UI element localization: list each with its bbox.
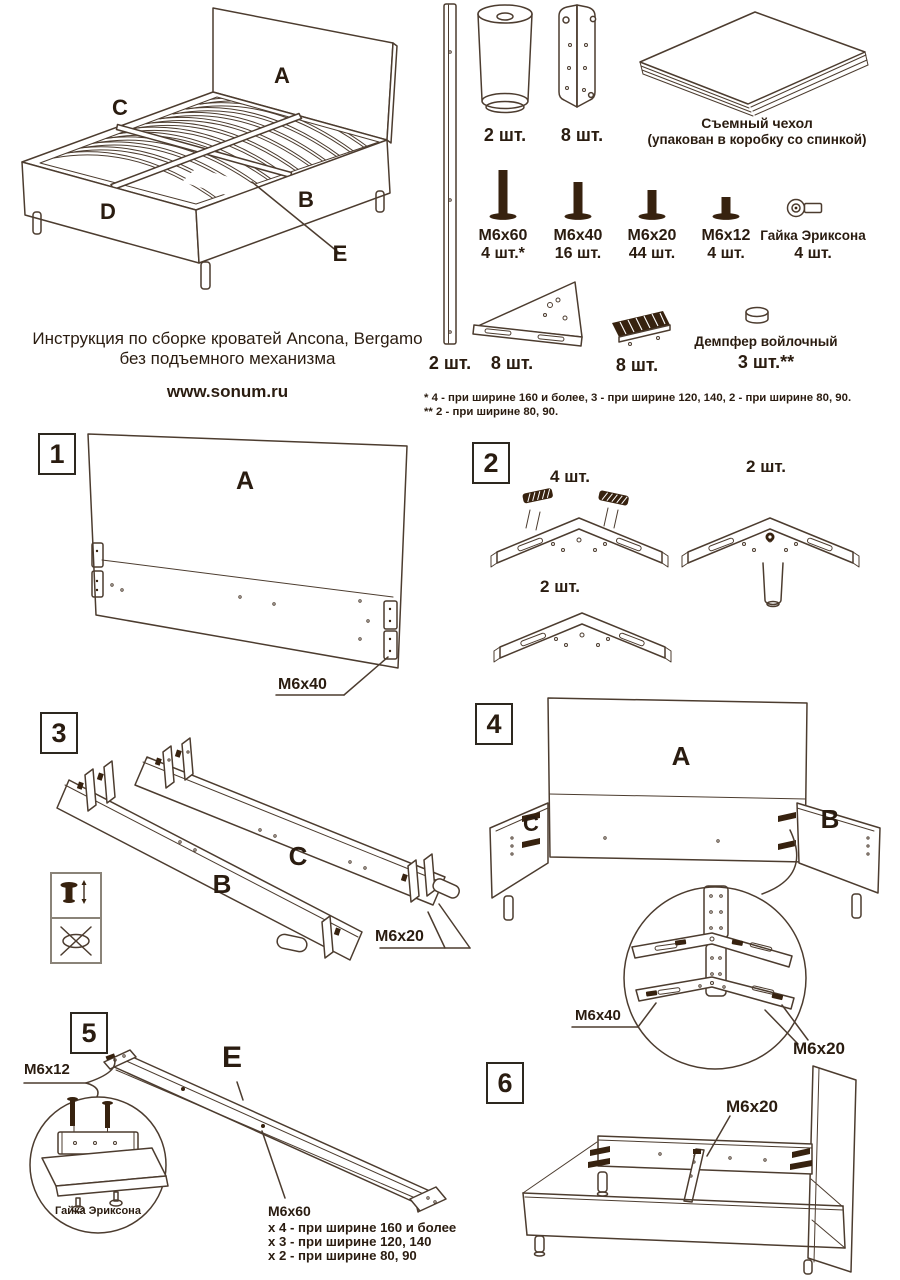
step5-number: 5: [70, 1012, 108, 1054]
instruction-title-line2: без подъемного механизма: [119, 349, 336, 368]
overview-label-c: C: [112, 95, 128, 120]
step5-screw-label: M6x12: [24, 1061, 70, 1078]
triangle-brace-part-icon: [473, 282, 582, 346]
step3-number: 3: [40, 712, 78, 754]
footnote-2: ** 2 - при ширине 80, 90.: [424, 406, 559, 418]
overview-label-a: A: [274, 63, 290, 88]
step4-screw-long-label: M6x40: [575, 1007, 621, 1024]
damper-qty: 3 шт.**: [737, 352, 795, 372]
rail-qty: 2 шт.: [428, 353, 472, 373]
screw-m6x60-icon: [490, 170, 517, 220]
screw-m6x12-qty: 4 шт.: [707, 245, 745, 262]
step2-drawing: [460, 430, 900, 680]
screw-m6x40-qty: 16 шт.: [554, 245, 602, 262]
screw-m6x40-label: M6x40: [553, 227, 603, 244]
step5-rail-label: E: [222, 1041, 243, 1074]
screw-m6x40-icon: [565, 182, 592, 220]
screw-m6x20-qty: 44 шт.: [628, 245, 676, 262]
screw-m6x12-label: M6x12: [701, 227, 751, 244]
website-url: www.sonum.ru: [166, 382, 289, 401]
screw-m6x60-label: M6x60: [478, 227, 528, 244]
step5-option-2: x 3 - при ширине 120, 140: [268, 1234, 432, 1249]
erikson-nut-qty: 4 шт.: [794, 245, 832, 262]
bed-overview-drawing: [0, 0, 430, 320]
footnote-1: * 4 - при ширине 160 и более, 3 - при ширине 120, 140, 2 - при ширине 80, 90.: [424, 392, 852, 404]
step1-panel-label: A: [235, 467, 255, 495]
screw-m6x60-qty: 4 шт.*: [481, 245, 525, 262]
leg-height-icon: [61, 880, 87, 904]
step3-rail-c-label: C: [288, 841, 308, 871]
corner-bracket-qty: 8 шт.: [560, 125, 604, 145]
cover-name: Съемный чехол: [701, 115, 813, 131]
rail-part-icon: [444, 4, 456, 344]
cover-part-icon: [640, 12, 868, 116]
screw-m6x20-label: M6x20: [627, 227, 677, 244]
step5-option-title: M6x60: [268, 1203, 311, 1219]
step4-rail-c-label: C: [523, 811, 539, 836]
step2-legplate-qty: 2 шт.: [746, 457, 786, 476]
instruction-title-line1: Инструкция по сборке кроватей Ancona, Bergamo: [32, 329, 423, 348]
step3-drawing: [30, 700, 470, 990]
erikson-nut-label: Гайка Эриксона: [760, 228, 866, 243]
felt-damper-icon: [746, 308, 768, 324]
step2-number: 2: [472, 442, 510, 484]
cover-note: (упакован в коробку со спинкой): [647, 132, 867, 147]
triangle-brace-qty: 8 шт.: [490, 353, 534, 373]
screw-m6x12-icon: [713, 197, 740, 220]
step4-number: 4: [475, 703, 513, 745]
damper-name: Демпфер войлочный: [694, 334, 838, 349]
step1-number: 1: [38, 433, 76, 475]
overview-label-d: D: [100, 199, 116, 224]
step5-option-1: x 4 - при ширине 160 и более: [268, 1220, 457, 1235]
step6-drawing: [460, 1050, 900, 1280]
leg-qty: 2 шт.: [483, 125, 527, 145]
step6-number: 6: [486, 1062, 524, 1104]
step2-pads-qty: 4 шт.: [550, 467, 590, 486]
step3-rail-b-label: B: [212, 869, 232, 899]
step3-screw-label: M6x20: [375, 928, 424, 945]
leg-part-icon: [478, 5, 532, 113]
corner-bracket-part-icon: [559, 5, 596, 107]
step5-nut-label: Гайка Эриксона: [55, 1205, 141, 1217]
step5-option-3: x 2 - при ширине 80, 90: [268, 1248, 417, 1263]
step6-screw-label: M6x20: [726, 1097, 778, 1116]
no-glide-icon: [61, 927, 91, 955]
step1-screw-label: M6x40: [278, 676, 327, 693]
step4-rail-b-label: B: [820, 804, 840, 834]
overview-label-e: E: [332, 241, 348, 266]
screw-m6x20-icon: [639, 190, 666, 220]
pad-qty: 8 шт.: [615, 355, 659, 375]
step4-screw-short-label: M6x20: [793, 1039, 845, 1058]
step4-panel-label: A: [671, 741, 691, 771]
erikson-nut-icon: [788, 200, 822, 217]
slat-holder-pad-icon: [612, 311, 670, 346]
step2-plate-qty: 2 шт.: [540, 577, 580, 596]
overview-label-b: B: [298, 187, 314, 212]
